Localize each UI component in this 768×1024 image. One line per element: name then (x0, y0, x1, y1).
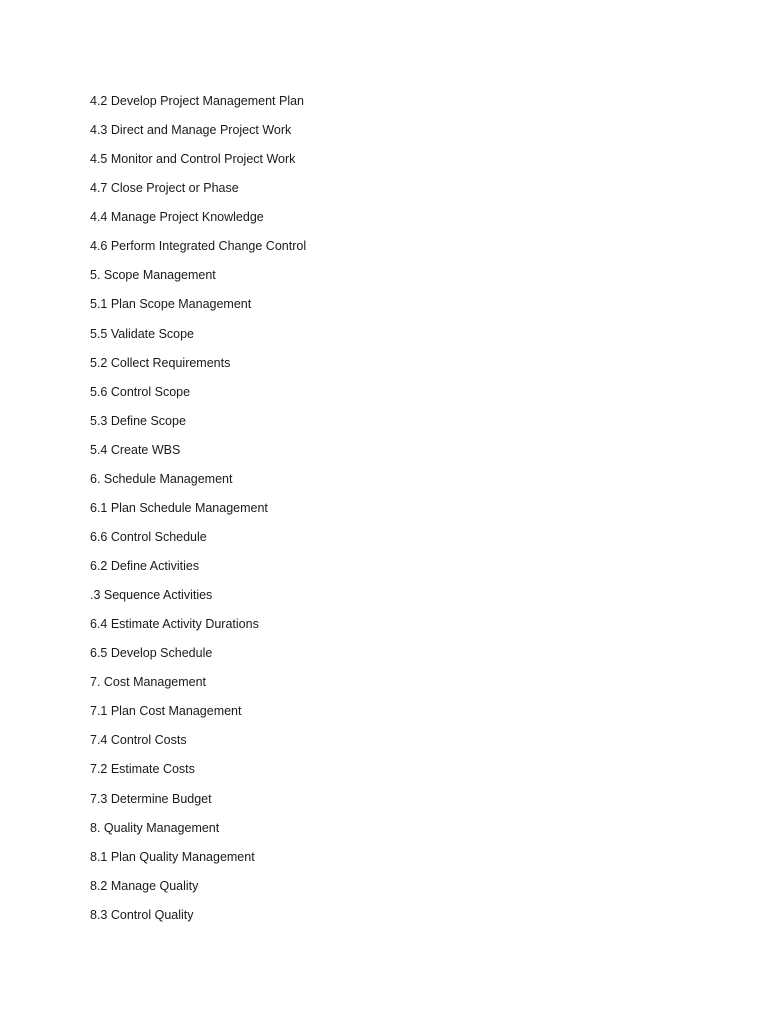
list-item: 7.1 Plan Cost Management (90, 704, 242, 719)
list-item: 5.6 Control Scope (90, 384, 191, 399)
list-item: .3 Sequence Activities (90, 588, 213, 603)
list-item: 4.3 Direct and Manage Project Work (90, 123, 292, 138)
list-item: 6. Schedule Management (90, 471, 233, 486)
list-item: 7.2 Estimate Costs (90, 762, 195, 777)
list-item: 5. Scope Management (90, 268, 216, 283)
list-item: 8.2 Manage Quality (90, 878, 199, 893)
list-item: 4.2 Develop Project Management Plan (90, 94, 305, 108)
list-item: 4.5 Monitor and Control Project Work (90, 152, 296, 167)
list-item: 5.2 Collect Requirements (90, 355, 231, 370)
list-item: 6.2 Define Activities (90, 559, 200, 573)
process-list (90, 92, 306, 935)
list-item: 6.6 Control Schedule (90, 529, 207, 544)
list-item: 5.4 Create WBS (90, 442, 181, 457)
list-item: 6.5 Develop Schedule (90, 646, 213, 661)
list-item: 8. Quality Management (90, 820, 220, 835)
list-item: 5.1 Plan Scope Management (90, 297, 252, 312)
list-item: 4.7 Close Project or Phase (90, 181, 239, 196)
list-item: 6.1 Plan Schedule Management (90, 500, 268, 515)
list-item: 4.6 Perform Integrated Change Control (90, 239, 307, 254)
list-item: 7.3 Determine Budget (90, 791, 212, 806)
list-item: 8.3 Control Quality (90, 907, 194, 922)
list-item: 7. Cost Management (90, 675, 207, 690)
list-item: 6.4 Estimate Activity Durations (90, 617, 259, 632)
list-item: 7.4 Control Costs (90, 733, 187, 748)
list-item: 4.4 Manage Project Knowledge (90, 210, 264, 225)
list-item: 5.5 Validate Scope (90, 326, 195, 341)
list-item: 5.3 Define Scope (90, 413, 186, 428)
list-item: 8.1 Plan Quality Management (90, 849, 255, 864)
